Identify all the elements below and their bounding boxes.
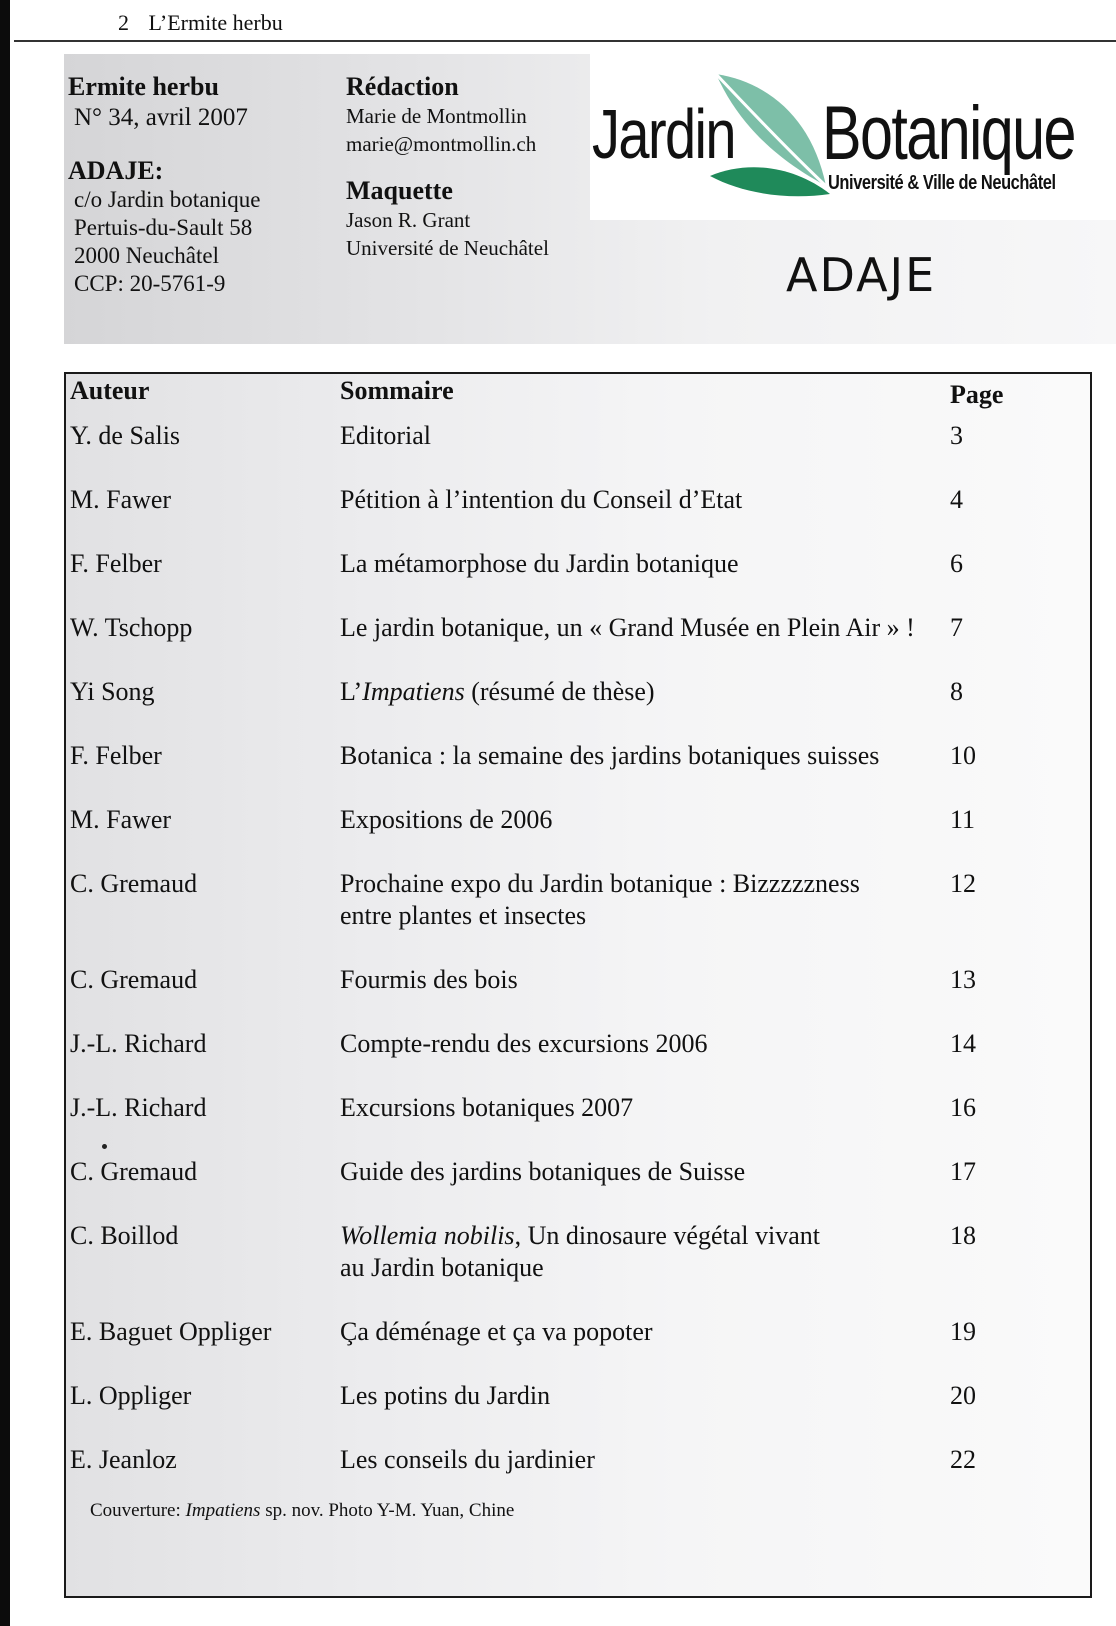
toc-page: 6 <box>950 549 963 578</box>
toc-author: M. Fawer <box>70 805 172 834</box>
toc-author: C. Boillod <box>70 1221 179 1250</box>
header-page: Page <box>950 380 1004 409</box>
toc-author: Y. de Salis <box>70 421 181 450</box>
toc-title: Les conseils du jardinier <box>340 1445 595 1474</box>
toc-author: J.-L. Richard <box>70 1029 207 1058</box>
toc-author: C. Gremaud <box>70 965 198 994</box>
adaje-logo-text: ADAJE <box>786 248 937 302</box>
toc-author: F. Felber <box>70 549 162 578</box>
maquette-label: Maquette <box>346 176 453 205</box>
toc-author: Yi Song <box>70 677 155 706</box>
toc-title: Compte-rendu des excursions 2006 <box>340 1029 708 1058</box>
toc-author: F. Felber <box>70 741 162 770</box>
cover-species-name: Impatiens <box>185 1500 261 1521</box>
adaje-label: ADAJE: <box>68 156 164 185</box>
cover-credit: Couverture: Impatiens sp. nov. Photo Y-M. Yuan, Chine <box>90 1500 515 1521</box>
issue-info: N° 34, avril 2007 <box>74 104 248 131</box>
toc-title: Le jardin botanique, un « Grand Musée en Plein Air » ! <box>340 613 915 642</box>
toc-page: 17 <box>950 1157 976 1186</box>
address-line: c/o Jardin botanique <box>74 187 261 212</box>
toc-author: L. Oppliger <box>70 1381 192 1410</box>
running-head-title: L’Ermite herbu <box>148 10 283 35</box>
toc-author: C. Gremaud <box>70 1157 198 1186</box>
toc-page: 3 <box>950 421 963 450</box>
toc-title: Guide des jardins botaniques de Suisse <box>340 1157 746 1186</box>
species-name: Impatiens <box>362 677 465 706</box>
toc-author: E. Jeanloz <box>70 1445 177 1474</box>
toc-page: 19 <box>950 1317 976 1346</box>
table-of-contents <box>64 372 1092 1598</box>
toc-title: Botanica : la semaine des jardins botaniques suisses <box>340 741 880 770</box>
header-author: Auteur <box>70 376 150 405</box>
toc-page: 16 <box>950 1093 976 1122</box>
address-line: Pertuis-du-Sault 58 <box>74 215 253 240</box>
toc-title: Expositions de 2006 <box>340 805 553 834</box>
toc-title: Pétition à l’intention du Conseil d’Etat <box>340 485 743 514</box>
toc-page: 13 <box>950 965 976 994</box>
address-line: 2000 Neuchâtel <box>74 243 219 268</box>
redaction-label: Rédaction <box>346 72 459 101</box>
toc-author: J.-L. Richard <box>70 1093 207 1122</box>
toc-author: M. Fawer <box>70 485 172 514</box>
species-name: Wollemia nobilis <box>340 1221 515 1250</box>
redaction-name: Marie de Montmollin <box>346 104 527 128</box>
toc-page: 12 <box>950 869 976 898</box>
header-summary: Sommaire <box>340 376 454 405</box>
logo-word-jardin: Jardin <box>592 95 735 173</box>
toc-title: Ça déménage et ça va popoter <box>340 1317 653 1346</box>
publication-name: Ermite herbu <box>68 72 219 101</box>
address-line: CCP: 20-5761-9 <box>74 271 226 296</box>
toc-page: 14 <box>950 1029 976 1058</box>
logo-subtitle: Université & Ville de Neuchâtel <box>828 172 1056 194</box>
toc-page: 7 <box>950 613 963 642</box>
toc-title: La métamorphose du Jardin botanique <box>340 549 739 578</box>
logo-word-botanique: Botanique <box>822 91 1075 176</box>
toc-page: 20 <box>950 1381 976 1410</box>
toc-page: 8 <box>950 677 963 706</box>
toc-title: Wollemia nobilis, Un dinosaure végétal vivant au Jardin botanique <box>340 1221 820 1282</box>
masthead-column-publication <box>68 72 261 298</box>
toc-page: 22 <box>950 1445 976 1474</box>
maquette-name: Jason R. Grant <box>346 208 471 232</box>
redaction-email[interactable]: marie@montmollin.ch <box>346 132 537 156</box>
toc-page: 10 <box>950 741 976 770</box>
toc-title: Prochaine expo du Jardin botanique : Bizzzzzness entre plantes et insectes <box>340 869 860 930</box>
header-rule <box>14 40 1116 42</box>
page-number: 2 <box>118 10 129 35</box>
maquette-affiliation: Université de Neuchâtel <box>346 236 549 260</box>
toc-title: Excursions botaniques 2007 <box>340 1093 634 1122</box>
toc-title: L’Impatiens (résumé de thèse) <box>340 677 655 706</box>
toc-title: Fourmis des bois <box>340 965 518 994</box>
toc-author: W. Tschopp <box>70 613 193 642</box>
stray-mark <box>102 1144 107 1149</box>
running-head <box>118 10 283 36</box>
masthead-column-credits <box>346 72 549 262</box>
toc-title: Les potins du Jardin <box>340 1381 551 1410</box>
toc-author: C. Gremaud <box>70 869 198 898</box>
page-spine-shadow <box>0 0 10 1626</box>
toc-page: 11 <box>950 805 976 834</box>
jardin-botanique-logo <box>590 54 1116 220</box>
toc-author: E. Baguet Oppliger <box>70 1317 272 1346</box>
toc-title: Editorial <box>340 421 431 450</box>
toc-page: 18 <box>950 1221 976 1250</box>
toc-page: 4 <box>950 485 963 514</box>
